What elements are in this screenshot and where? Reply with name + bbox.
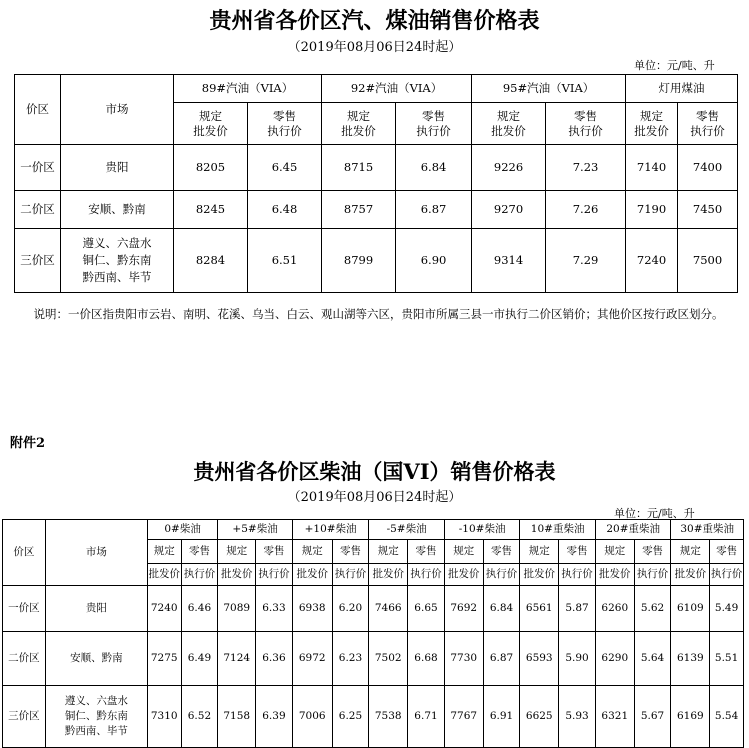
header-retail: 零售 执行价 (546, 103, 626, 145)
header-retail: 零售 (710, 540, 744, 564)
price-cell: 8757 (322, 191, 396, 229)
header-retail: 执行价 (332, 564, 369, 586)
price-cell: 5.87 (559, 586, 596, 632)
zone-cell: 三价区 (15, 229, 61, 293)
market-cell: 安顺、黔南 (45, 632, 147, 686)
price-cell: 5.90 (559, 632, 596, 686)
price-cell: 6139 (671, 632, 710, 686)
gasoline-price-table (14, 74, 738, 293)
price-cell: 7692 (444, 586, 483, 632)
price-cell: 7158 (218, 686, 256, 748)
table-row (15, 191, 738, 229)
price-cell: 6.84 (483, 586, 520, 632)
header-retail: 零售 (483, 540, 520, 564)
price-cell: 6169 (671, 686, 710, 748)
header-product: 89#汽油（VIA） (174, 75, 322, 103)
header-retail: 零售 执行价 (248, 103, 322, 145)
table1-note: 说明：一价区指贵阳市云岩、南明、花溪、乌当、白云、观山湖等六区，贵阳市所属三县一市执行二价区销价；其他价区按行政区划分。 (33, 307, 724, 321)
price-cell: 7.29 (546, 229, 626, 293)
price-cell: 8284 (174, 229, 248, 293)
price-cell: 6.84 (396, 145, 472, 191)
header-retail: 零售 (559, 540, 596, 564)
price-cell: 5.64 (634, 632, 671, 686)
table1-subtitle: （2019年08月06日24时起） (287, 40, 462, 55)
header-retail: 零售 (408, 540, 445, 564)
diesel-price-table (2, 519, 744, 748)
price-cell: 6.87 (483, 632, 520, 686)
price-cell: 6109 (671, 586, 710, 632)
zone-cell: 二价区 (15, 191, 61, 229)
price-cell: 6.51 (248, 229, 322, 293)
header-product: +5#柴油 (218, 520, 292, 540)
price-cell: 6290 (595, 632, 634, 686)
price-cell: 7.23 (546, 145, 626, 191)
header-product: 30#重柴油 (671, 520, 744, 540)
header-wholesale: 批发价 (147, 564, 181, 586)
market-cell: 遵义、六盘水 铜仁、黔东南 黔西南、毕节 (45, 686, 147, 748)
price-cell: 6.71 (408, 686, 445, 748)
market-cell: 贵阳 (45, 586, 147, 632)
header-wholesale: 批发价 (671, 564, 710, 586)
price-cell: 6.45 (248, 145, 322, 191)
price-cell: 7089 (218, 586, 256, 632)
price-cell: 7310 (147, 686, 181, 748)
price-cell: 6.65 (408, 586, 445, 632)
header-wholesale: 规定 批发价 (174, 103, 248, 145)
price-cell: 6.49 (181, 632, 218, 686)
market-cell: 安顺、黔南 (61, 191, 174, 229)
header-wholesale: 批发价 (292, 564, 332, 586)
header-wholesale: 规定 (147, 540, 181, 564)
attachment-label: 附件2 (10, 436, 46, 451)
header-retail: 零售 (181, 540, 218, 564)
header-market: 市场 (45, 520, 147, 586)
price-cell: 6.87 (396, 191, 472, 229)
zone-cell: 一价区 (15, 145, 61, 191)
table2-unit: 单位：元/吨、升 (614, 507, 695, 520)
header-retail: 执行价 (181, 564, 218, 586)
header-retail: 零售 执行价 (678, 103, 738, 145)
table-row (15, 229, 738, 293)
header-retail: 零售 执行价 (396, 103, 472, 145)
price-cell: 7190 (626, 191, 678, 229)
header-product: 95#汽油（VIA） (472, 75, 626, 103)
price-cell: 6972 (292, 632, 332, 686)
price-cell: 6938 (292, 586, 332, 632)
header-retail: 执行价 (634, 564, 671, 586)
price-cell: 7730 (444, 632, 483, 686)
header-zone: 价区 (15, 75, 61, 145)
header-retail: 零售 (634, 540, 671, 564)
header-retail: 执行价 (408, 564, 445, 586)
header-wholesale: 规定 (369, 540, 408, 564)
header-wholesale: 规定 批发价 (322, 103, 396, 145)
header-wholesale: 规定 (595, 540, 634, 564)
price-cell: 5.49 (710, 586, 744, 632)
price-cell: 7502 (369, 632, 408, 686)
zone-cell: 一价区 (3, 586, 46, 632)
price-cell: 7240 (147, 586, 181, 632)
header-wholesale: 批发价 (444, 564, 483, 586)
price-cell: 6.25 (332, 686, 369, 748)
table-row (3, 632, 744, 686)
zone-cell: 三价区 (3, 686, 46, 748)
header-retail: 执行价 (256, 564, 293, 586)
header-product: 20#重柴油 (595, 520, 671, 540)
price-cell: 7240 (626, 229, 678, 293)
table-row (3, 586, 744, 632)
price-cell: 6.20 (332, 586, 369, 632)
market-cell: 遵义、六盘水 铜仁、黔东南 黔西南、毕节 (61, 229, 174, 293)
price-cell: 6.46 (181, 586, 218, 632)
header-product: -5#柴油 (369, 520, 445, 540)
table-row (3, 686, 744, 748)
header-retail: 执行价 (710, 564, 744, 586)
price-cell: 9226 (472, 145, 546, 191)
price-cell: 9314 (472, 229, 546, 293)
price-cell: 5.67 (634, 686, 671, 748)
table2-subtitle: （2019年08月06日24时起） (287, 490, 462, 505)
price-cell: 8245 (174, 191, 248, 229)
zone-cell: 二价区 (3, 632, 46, 686)
price-cell: 7450 (678, 191, 738, 229)
price-cell: 5.93 (559, 686, 596, 748)
price-cell: 6561 (520, 586, 559, 632)
price-cell: 7006 (292, 686, 332, 748)
header-product: 10#重柴油 (520, 520, 596, 540)
header-market: 市场 (61, 75, 174, 145)
price-cell: 9270 (472, 191, 546, 229)
price-cell: 6.90 (396, 229, 472, 293)
price-cell: 7538 (369, 686, 408, 748)
header-wholesale: 批发价 (369, 564, 408, 586)
price-cell: 5.62 (634, 586, 671, 632)
price-cell: 6.36 (256, 632, 293, 686)
price-cell: 6.91 (483, 686, 520, 748)
header-wholesale: 批发价 (595, 564, 634, 586)
header-wholesale: 批发价 (218, 564, 256, 586)
price-cell: 5.51 (710, 632, 744, 686)
price-cell: 5.54 (710, 686, 744, 748)
price-cell: 7767 (444, 686, 483, 748)
header-retail: 执行价 (483, 564, 520, 586)
price-cell: 8799 (322, 229, 396, 293)
header-wholesale: 批发价 (520, 564, 559, 586)
price-cell: 6593 (520, 632, 559, 686)
price-cell: 6.39 (256, 686, 293, 748)
price-cell: 7140 (626, 145, 678, 191)
price-cell: 6.68 (408, 632, 445, 686)
header-zone: 价区 (3, 520, 46, 586)
price-cell: 7400 (678, 145, 738, 191)
header-retail: 零售 (332, 540, 369, 564)
price-cell: 6.23 (332, 632, 369, 686)
header-product: +10#柴油 (292, 520, 369, 540)
price-cell: 6.33 (256, 586, 293, 632)
market-cell: 贵阳 (61, 145, 174, 191)
header-wholesale: 规定 (444, 540, 483, 564)
header-wholesale: 规定 (520, 540, 559, 564)
header-wholesale: 规定 批发价 (626, 103, 678, 145)
table-row (15, 145, 738, 191)
table1-title: 贵州省各价区汽、煤油销售价格表 (209, 8, 540, 34)
header-product: 灯用煤油 (626, 75, 738, 103)
price-cell: 7466 (369, 586, 408, 632)
price-cell: 6625 (520, 686, 559, 748)
header-product: 92#汽油（VIA） (322, 75, 472, 103)
header-product: -10#柴油 (444, 520, 520, 540)
header-retail: 执行价 (559, 564, 596, 586)
header-wholesale: 规定 批发价 (472, 103, 546, 145)
price-cell: 7124 (218, 632, 256, 686)
price-cell: 6.52 (181, 686, 218, 748)
header-wholesale: 规定 (218, 540, 256, 564)
price-cell: 6260 (595, 586, 634, 632)
price-cell: 7.26 (546, 191, 626, 229)
price-cell: 8715 (322, 145, 396, 191)
header-wholesale: 规定 (292, 540, 332, 564)
price-cell: 7275 (147, 632, 181, 686)
header-retail: 零售 (256, 540, 293, 564)
price-cell: 6.48 (248, 191, 322, 229)
header-wholesale: 规定 (671, 540, 710, 564)
price-cell: 8205 (174, 145, 248, 191)
price-cell: 7500 (678, 229, 738, 293)
price-cell: 6321 (595, 686, 634, 748)
table1-unit: 单位：元/吨、升 (634, 59, 715, 72)
table2-title: 贵州省各价区柴油（国VI）销售价格表 (193, 459, 556, 484)
header-product: 0#柴油 (147, 520, 217, 540)
